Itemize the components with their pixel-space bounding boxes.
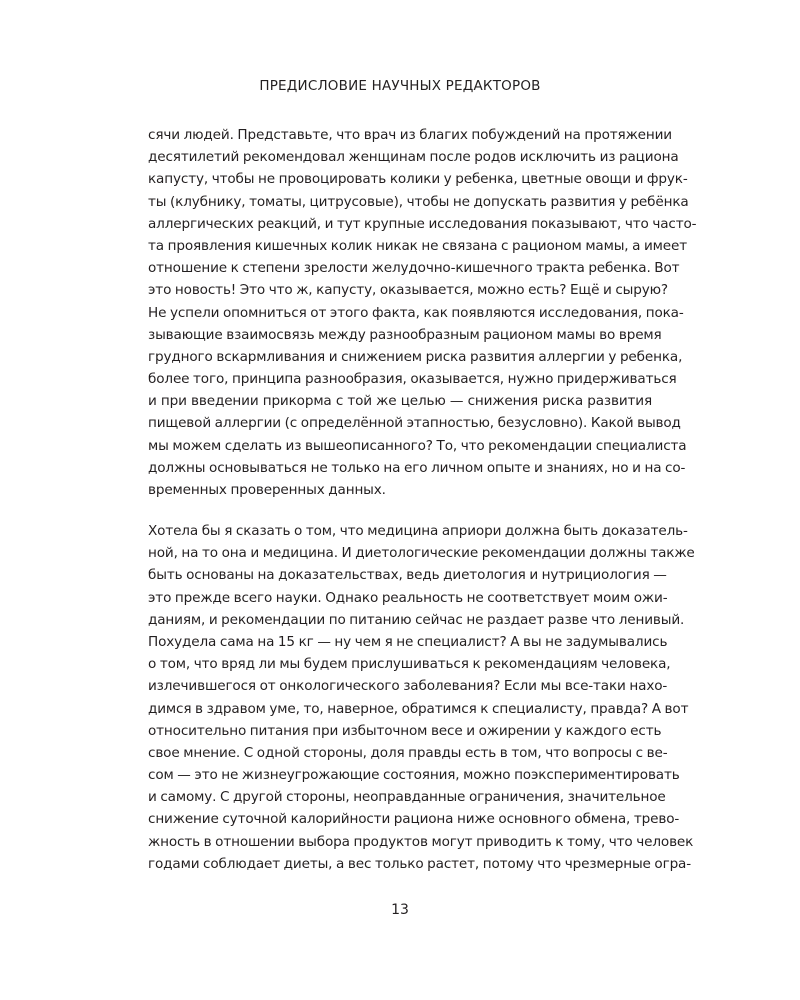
running-header: ПРЕДИСЛОВИЕ НАУЧНЫХ РЕДАКТОРОВ [259, 78, 541, 94]
text-line: свое мнение. С одной стороны, доля правды есть в том, что вопросы с ве- [148, 744, 668, 761]
text-line: грудного вскармливания и снижением риска развития аллергии у ребенка, [148, 348, 683, 365]
text-line: должны основываться не только на его личном опыте и знаниях, но и на со- [148, 459, 686, 476]
text-line: аллергических реакций, и тут крупные исследования показывают, что часто- [148, 215, 697, 232]
text-line: Похудела сама на 15 кг — ну чем я не специалист? А вы не задумывались [148, 633, 668, 650]
page-number: 13 [391, 902, 409, 918]
text-line: и при введении прикорма с той же целью — снижения риска развития [148, 393, 652, 410]
text-line: ты (клубнику, томаты, цитрусовые), чтобы не допускать развития у ребёнка [148, 193, 689, 210]
text-line: капусту, чтобы не провоцировать колики у ребенка, цветные овощи и фрук- [148, 171, 688, 188]
text-line: годами соблюдает диеты, а вес только растет, потому что чрезмерные огра- [148, 855, 691, 872]
text-line: мы можем сделать из вышеописанного? То, что рекомендации специалиста [148, 437, 687, 454]
text-line: излечившегося от онкологического заболевания? Если мы все-таки нахо- [148, 678, 668, 695]
text-line: о том, что вряд ли мы будем прислушиваться к рекомендациям человека, [148, 656, 671, 673]
text-line: и самому. С другой стороны, неоправданные ограничения, значительное [148, 789, 666, 806]
text-line: Не успели опомниться от этого факта, как появляются исследования, пока- [148, 304, 684, 321]
text-line: относительно питания при избыточном весе и ожирении у каждого есть [148, 722, 662, 739]
text-line: временных проверенных данных. [148, 482, 386, 498]
text-line: более того, принципа разнообразия, оказывается, нужно придерживаться [148, 371, 677, 388]
paragraph-1 [148, 124, 697, 501]
text-line: даниям, и рекомендации по питанию сейчас не раздает разве что ленивый. [148, 611, 685, 628]
text-line: димся в здравом уме, то, наверное, обратимся к специалисту, правда? А вот [148, 700, 689, 717]
text-line: десятилетий рекомендовал женщинам после родов исключить из рациона [148, 149, 679, 166]
text-line: Хотела бы я сказать о том, что медицина априори должна быть доказатель- [148, 523, 688, 539]
text-line: отношение к степени зрелости желудочно-кишечного тракта ребенка. Вот [148, 260, 680, 277]
text-line: ной, на то она и медицина. И диетологические рекомендации должны также [148, 545, 695, 562]
text-line: это прежде всего науки. Однако реальность не соответствует моим ожи- [148, 589, 668, 606]
text-line: та проявления кишечных колик никак не связана с рационом мамы, а имеет [148, 237, 687, 254]
text-line: сячи людей. Представьте, что врач из благих побуждений на протяжении [148, 127, 672, 143]
text-line: жность в отношении выбора продуктов могут приводить к тому, что человек [148, 833, 694, 850]
text-line: сом — это не жизнеугрожающие состояния, можно поэкспериментировать [148, 767, 680, 784]
text-line: пищевой аллергии (с определённой этапностью, безусловно). Какой вывод [148, 415, 681, 432]
text-line: это новость! Это что ж, капусту, оказывается, можно есть? Ещё и сырую? [148, 282, 668, 299]
text-line: снижение суточной калорийности рациона ниже основного обмена, трево- [148, 811, 680, 828]
text-line: быть основаны на доказательствах, ведь диетология и нутрициология — [148, 567, 667, 584]
text-line: зывающие взаимосвязь между разнообразным рационом мамы во время [148, 326, 662, 343]
paragraph-2 [148, 520, 695, 875]
